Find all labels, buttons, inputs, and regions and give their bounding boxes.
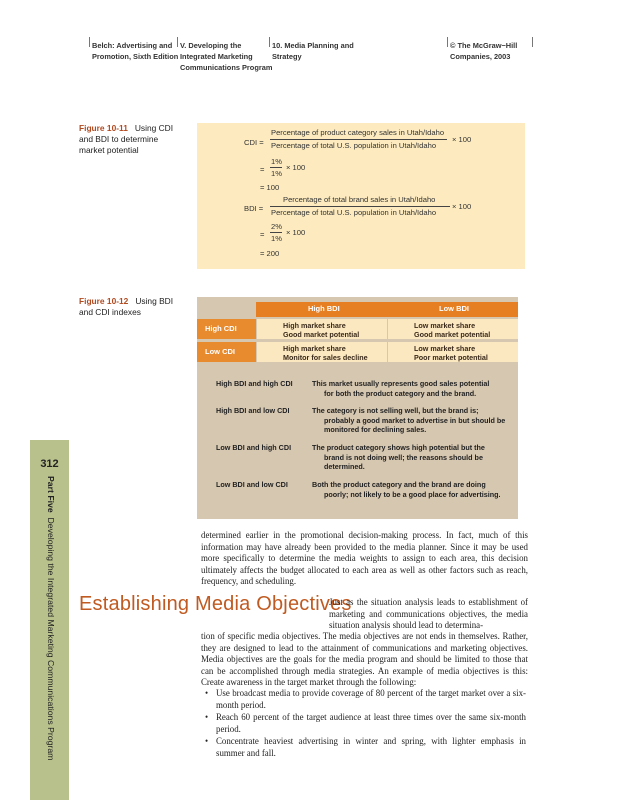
cdi-numerator: Percentage of product category sales in Utah/Idaho xyxy=(271,128,445,137)
combo-description: This market usually represents good sales potential for both the product category and the brand. xyxy=(312,379,490,398)
bdi-numerator: Percentage of total brand sales in Utah/Idaho xyxy=(283,195,436,204)
row-low-cdi: Low CDI xyxy=(197,342,256,362)
list-item: • Concentrate heaviest advertising in winter and spring, with lighter emphasis in summer and fall. xyxy=(199,736,526,759)
list-item: • Reach 60 percent of the target audience at least three times over the same six-month period. xyxy=(199,712,526,735)
figure-10-11-caption: Figure 10-11 Using CDI and BDI to determine market potential xyxy=(79,123,174,155)
col-low-bdi: Low BDI xyxy=(439,304,469,313)
combo-label: High BDI and low CDI xyxy=(216,406,290,415)
combo-description: The category is not selling well, but the brand is; probably a good market to advertise in but should be monitored for declining sales. xyxy=(312,406,506,434)
times-100: × 100 xyxy=(452,202,472,211)
equals-sign: = xyxy=(260,165,265,174)
combo-description: The product category shows high potential but the brand is not doing well; the reasons should be determined. xyxy=(312,443,485,471)
cdi-result: = 100 xyxy=(260,183,280,192)
fraction-bar xyxy=(270,232,282,233)
cdi-value-denominator: 1% xyxy=(271,169,282,178)
matrix-cell: Low market share Poor market potential xyxy=(388,342,518,362)
combo-label: Low BDI and low CDI xyxy=(216,480,288,489)
row-high-cdi: High CDI xyxy=(197,319,256,339)
column-header-row xyxy=(256,302,518,317)
fraction-bar xyxy=(270,206,450,207)
cdi-label: CDI = xyxy=(244,138,264,147)
col-high-bdi: High BDI xyxy=(308,304,340,313)
times-100: × 100 xyxy=(452,135,472,144)
bdi-label: BDI = xyxy=(244,204,264,213)
times-100: × 100 xyxy=(286,228,306,237)
header-copyright: © The McGraw−Hill Companies, 2003 xyxy=(450,41,518,61)
bdi-value-numerator: 2% xyxy=(271,222,282,231)
body-paragraph: determined earlier in the promotional decision-making process. In fact, much of this information may have already been provided to the media planner. Since it may be used more specifically to determine the media weights to assign to each area, this decision ultimately affects the budget allocated to each area as well as other factors such as reach, frequency, and scheduling. xyxy=(201,530,528,587)
equals-sign: = xyxy=(260,230,265,239)
body-paragraph-intro: Just as the situation analysis leads to establishment of marketing and communications objectives, the media situation analysis should lead to determina- xyxy=(329,597,528,631)
matrix-cell: High market share Good market potential xyxy=(257,319,387,339)
header-divider xyxy=(532,37,533,47)
combo-label: Low BDI and high CDI xyxy=(216,443,292,452)
media-objectives-list xyxy=(199,688,526,761)
page-number: 312 xyxy=(40,458,59,470)
combo-label: High BDI and high CDI xyxy=(216,379,293,388)
fraction-bar xyxy=(270,139,447,140)
bdi-value-denominator: 1% xyxy=(271,234,282,243)
figure-10-12-caption: Figure 10-12 Using BDI and CDI indexes xyxy=(79,296,174,317)
cdi-denominator: Percentage of total U.S. population in Utah/Idaho xyxy=(271,141,437,150)
running-header xyxy=(89,37,533,71)
header-chapter-title: 10. Media Planning and Strategy xyxy=(272,41,354,61)
matrix-cell: Low market share Good market potential xyxy=(388,319,518,339)
cdi-value-numerator: 1% xyxy=(271,157,282,166)
header-part-title: V. Developing the Integrated Marketing Communications Program xyxy=(180,41,273,72)
part-title-vertical: Part Five Developing the Integrated Marketing Communications Program xyxy=(46,476,56,761)
bdi-denominator: Percentage of total U.S. population in Utah/Idaho xyxy=(271,208,437,217)
bdi-cdi-index-table xyxy=(197,297,518,519)
list-item: • Use broadcast media to provide coverage of 80 percent of the target market over a six-month period. xyxy=(199,688,526,711)
times-100: × 100 xyxy=(286,163,306,172)
cdi-bdi-formula-box xyxy=(197,123,525,269)
fraction-bar xyxy=(270,167,282,168)
combo-description: Both the product category and the brand are doing poorly; not likely to be a good place for advertising. xyxy=(312,480,501,499)
section-heading: Establishing Media Objectives xyxy=(79,593,352,615)
bdi-result: = 200 xyxy=(260,249,280,258)
header-book-title: Belch: Advertising and Promotion, Sixth Edition xyxy=(92,41,179,61)
body-paragraph: tion of specific media objectives. The media objectives are not ends in themselves. Rather, they are designed to lead to the attainment of communications and marketing objectives. Media objectives are the goals for the media program and should be limited to those that can be accomplished through media strategies. An example of media objectives is this: Create awareness in the target market through the following: xyxy=(201,631,528,688)
matrix-cell: High market share Monitor for sales decline xyxy=(257,342,387,362)
